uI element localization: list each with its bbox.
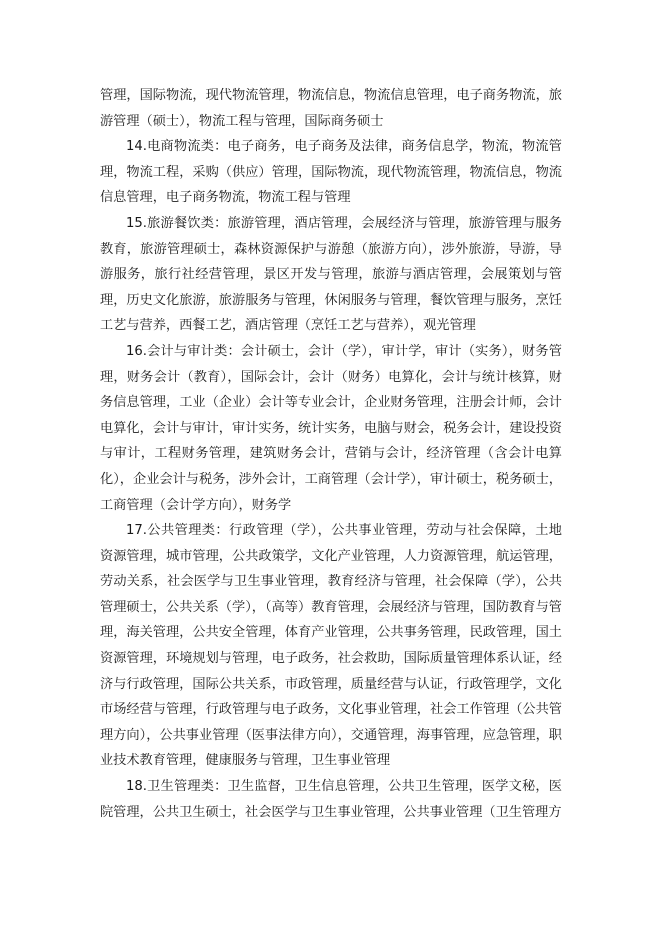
paragraph-health-management: 18.卫生管理类：卫生监督，卫生信息管理，公共卫生管理，医学文秘，医院管理，公共卫生硕士，社会医学与卫生事业管理，公共事业管理（卫生管理方 bbox=[100, 779, 562, 820]
paragraph-continuation-logistics: 管理，国际物流，现代物流管理，物流信息，物流信息管理，电子商务物流，旅游管理（硕士），物流工程与管理，国际商务硕士 bbox=[100, 88, 562, 129]
document-page bbox=[100, 83, 562, 825]
paragraph-accounting-audit: 16.会计与审计类：会计硕士，会计（学），审计学，审计（实务），财务管理，财务会计（教育），国际会计，会计（财务）电算化，会计与统计核算，财务信息管理，工业（企业）会计等专业会计，企业财务管理，注册会计师，会计电算化，会计与审计，审计实务，统计实务，电脑与财会，税务会计，建设投资与审计，工程财务管理，建筑财务会计，营销与会计，经济管理（含会计电算化），企业会计与税务，涉外会计，工商管理（会计学），审计硕士，税务硕士，工商管理（会计学方向），财务学 bbox=[100, 343, 562, 513]
paragraph-tourism-catering: 15.旅游餐饮类：旅游管理，酒店管理，会展经济与管理，旅游管理与服务教育，旅游管理硕士，森林资源保护与游憩（旅游方向），涉外旅游，导游，导游服务，旅行社经营管理，景区开发与管理，旅游与酒店管理，会展策划与管理，历史文化旅游，旅游服务与管理，休闲服务与管理，餐饮管理与服务，烹饪工艺与营养，西餐工艺，酒店管理（烹饪工艺与营养），观光管理 bbox=[100, 215, 562, 334]
paragraph-public-management: 17.公共管理类：行政管理（学），公共事业管理，劳动与社会保障，土地资源管理，城市管理，公共政策学，文化产业管理，人力资源管理，航运管理，劳动关系，社会医学与卫生事业管理，教育经济与管理，社会保障（学），公共管理硕士，公共关系（学），（高等）教育管理，会展经济与管理，国防教育与管理，海关管理，公共安全管理，体育产业管理，公共事务管理，民政管理，国土资源管理，环境规划与管理，电子政务，社会救助，国际质量管理体系认证，经济与行政管理，国际公共关系，市政管理，质量经营与认证，行政管理学，文化市场经营与管理，行政管理与电子政务，文化事业管理，社会工作管理（公共管理方向），公共事业管理（医事法律方向），交通管理，海事管理，应急管理，职业技术教育管理，健康服务与管理，卫生事业管理 bbox=[100, 523, 562, 769]
paragraph-ecommerce-logistics: 14.电商物流类：电子商务，电子商务及法律，商务信息学，物流，物流管理，物流工程，采购（供应）管理，国际物流，现代物流管理，物流信息，物流信息管理，电子商务物流，物流工程与管理 bbox=[100, 139, 562, 206]
